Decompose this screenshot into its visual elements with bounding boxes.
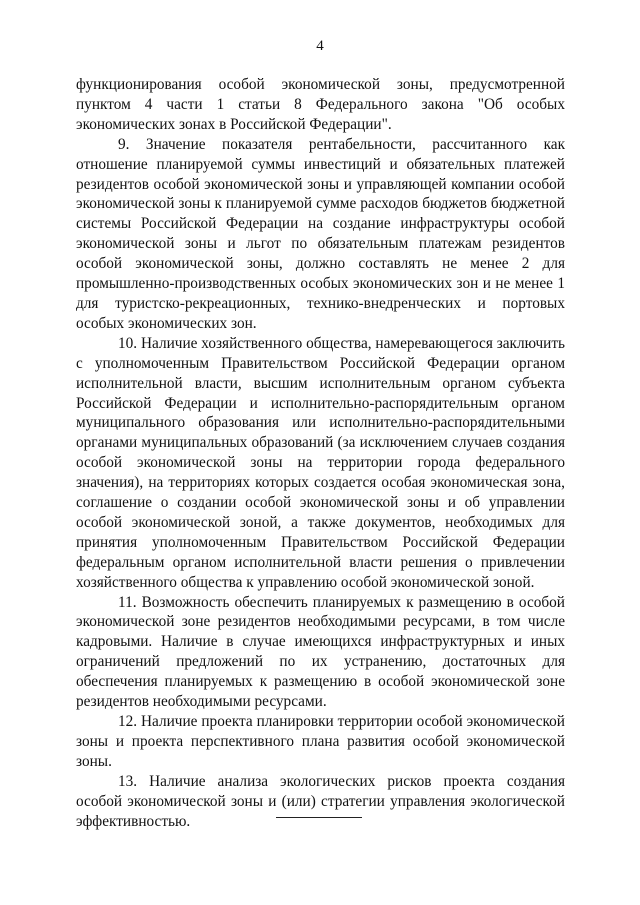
end-of-document-rule — [276, 817, 362, 818]
paragraph-13: 13. Наличие анализа экологических рисков проекта создания особой экономической зоны и (или) стратегии управления экологической эффективностью. — [76, 772, 565, 830]
paragraph-11: 11. Возможность обеспечить планируемых к размещению в особой экономической зоне резидентов необходимыми ресурсами, в том числе кадровыми. Наличие в случае имеющихся инфраструктурных и иных ограничений предложений по их устранению, достаточных для обеспечения планируемых к размещению в особой экономической зоне резидентов необходимыми ресурсами. — [76, 593, 565, 711]
paragraph-10: 10. Наличие хозяйственного общества, намеревающегося заключить с уполномоченным Правительством Российской Федерации органом исполнительной власти, высшим исполнительным органом субъекта Российской Федерации и исполнительно-распорядительным органом муниципального образования или исполнительно-распорядительными органами муниципальных образований (за исключением случаев создания особой экономической зоны на территории города федерального значения), на территориях которых создается особая экономическая зона, соглашение о создании особой экономической зоны и об управлении особой экономической зоной, а также документов, необходимых для принятия уполномоченным Правительством Российской Федерации федеральным органом исполнительной власти решения о привлечении хозяйственного общества к управлению особой экономической зоной. — [76, 334, 565, 591]
paragraph-12: 12. Наличие проекта планировки территории особой экономической зоны и проекта перспективного плана развития особой экономической зоны. — [76, 713, 565, 770]
paragraph-9: 9. Значение показателя рентабельности, рассчитанного как отношение планируемой суммы инвестиций и обязательных платежей резидентов особой экономической зоны и управляющей компании особой экономической зоны к планируемой сумме расходов бюджетов бюджетной системы Российской Федерации на создание инфраструктуры особой экономической зоны и льгот по обязательным платежам резидентов особой экономической зоны, должно составлять не менее 2 для промышленно-производственных особых экономических зон и не менее 1 для туристско-рекреационных, технико-внедренческих и портовых особых экономических зон. — [76, 135, 565, 332]
page-number: 4 — [316, 38, 324, 54]
paragraph-continuation: функционирования особой экономической зоны, предусмотренной пунктом 4 части 1 статьи 8 Федерального закона "Об особых экономических зонах в Российской Федерации". — [76, 76, 565, 133]
document-body — [76, 75, 565, 831]
